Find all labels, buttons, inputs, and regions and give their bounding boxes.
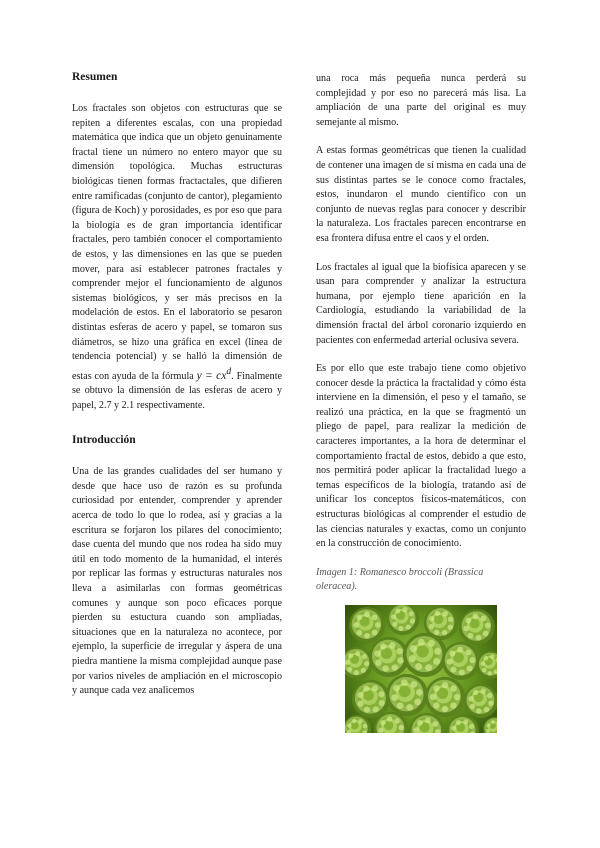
intro-heading: Introducción <box>72 434 136 447</box>
abstract-text-part2: . Finalmente se obtuvo la dimensión de las esferas de acero y papel, 2.7 y 2.1 respectivamente. <box>72 370 282 411</box>
floret-12 <box>464 684 497 718</box>
figure-caption: Imagen 1: Romanesco broccoli (Brassica oleracea). <box>316 566 484 593</box>
floret-8 <box>477 651 497 679</box>
right-paragraph-3: Los fractales al igual que la biofísica aparecen y se usan para comprender y analizar la estructura humana, por ejemplo tiene aparición en la Cardiología, estudiando la variabilidad de la dimensión fractal del árbol coronario izquierdo en pacientes con enfermedad arterial oclusiva severa. <box>316 261 526 346</box>
floret-11 <box>425 677 465 717</box>
romanesco-broccoli-image <box>345 605 497 733</box>
formula-exponent: d <box>226 365 232 377</box>
right-paragraph-2: A estas formas geométricas que tienen la cualidad de contener una imagen de sí misma en cada una de sus distintas partes se le conoce como fractales, estos, inundaron el mundo científico con un conjunto de nuevas reglas para conocer y describir la naturaleza. Los fractales parecen encontrarse en esa frontera difusa entre el caos y el orden. <box>316 145 526 244</box>
abstract-paragraph <box>72 102 282 413</box>
right-column <box>316 72 526 733</box>
romanesco-drawing <box>345 605 497 733</box>
floret-0 <box>349 607 385 643</box>
abstract-formula <box>196 365 232 382</box>
floret-1 <box>387 605 419 635</box>
floret-5 <box>369 637 409 677</box>
floret-17 <box>483 717 497 733</box>
intro-paragraph: Una de las grandes cualidades del ser humano y desde que hace uso de razón es su profunda curiosidad por entender, comprender y aprender acerca de todo lo que lo rodea, así y gracias a la escritura se forjaron los pilares del conocimiento; dase cuenta del mundo que nos rodea ha sido muy útil en todo momento de la humanidad, el interés por replicar las formas y estructuras naturales nos lleva a asimilarlas con formas geométricas comunes y aunque son poco eficaces porque pierden su estuctura cuando son ampliadas, situaciones que en la naturaleza no acontece, por ejemplo, la superficie de irregular y áspera de una piedra mantiene la misma complejidad aunque pase por varios niveles de ampliación en el microscopio y aunque cada vez analicemos <box>72 466 282 697</box>
right-paragraph-1: una roca más pequeña nunca perderá su complejidad y por eso no parecerá más lisa. La ampliación de una parte del original es muy semejante al mismo. <box>316 73 526 128</box>
floret-13 <box>345 715 371 733</box>
abstract-text-part1: Los fractales son objetos con estructuras que se repiten a diferentes escalas, con una propiedad matemática que indica que un objeto genuinamente fractal tiene un número no entero mayor que su dimensión topológica. Muchas estructuras biológicas tienen formas fractactales, que difieren entre ramificadas (conjunto de cantor), plegamiento (figura de Koch) y porosidades, es por eso que para la biología es de gran importancia identificar fractales, pero también conocer el comportamiento de estos, y las dimensiones en las que se pueden mover, para así establecer patrones fractales y comprender mejor el funcionamiento de algunos sistemas biológicos, y ser más precisos en la modelación de estos. En el laboratorio se pesaron distintas esferas de acero y papel, se tomaron sus diámetros, se hizo una gráfica en excel (línea de tendencia potencial) y se halló la dimensión de estas con ayuda de la fórmula <box>72 103 282 382</box>
floret-6 <box>403 633 447 677</box>
floret-3 <box>459 609 495 645</box>
formula-base: y = cx <box>196 369 227 382</box>
abstract-heading: Resumen <box>72 71 118 83</box>
figure-container <box>316 605 526 733</box>
floret-7 <box>442 642 480 680</box>
left-column <box>72 70 282 713</box>
floret-4 <box>345 647 373 679</box>
floret-10 <box>386 674 428 716</box>
floret-9 <box>352 680 390 718</box>
right-paragraph-4: Es por ello que este trabajo tiene como objetivo conocer desde la práctica la fractalidad y cómo ésta interviene en la dimensión, el peso y el tamaño, se realizó una práctica, en la que se fragmentó un pliego de papel, para realizar la medición de caracteres importantes, a la hora de determinar el comportamiento fractal de estos, debido a que esto, nos permitirá poder aplicar la fractalidad luego a temas específicos de la biología, tratando así de unificar los conceptos físicos-matemáticos, con estructuras biológicas al comprender el estudio de las ciencias naturales y exactas, como un conjunto en la construcción de conocimiento. <box>316 363 526 550</box>
floret-16 <box>447 715 479 733</box>
